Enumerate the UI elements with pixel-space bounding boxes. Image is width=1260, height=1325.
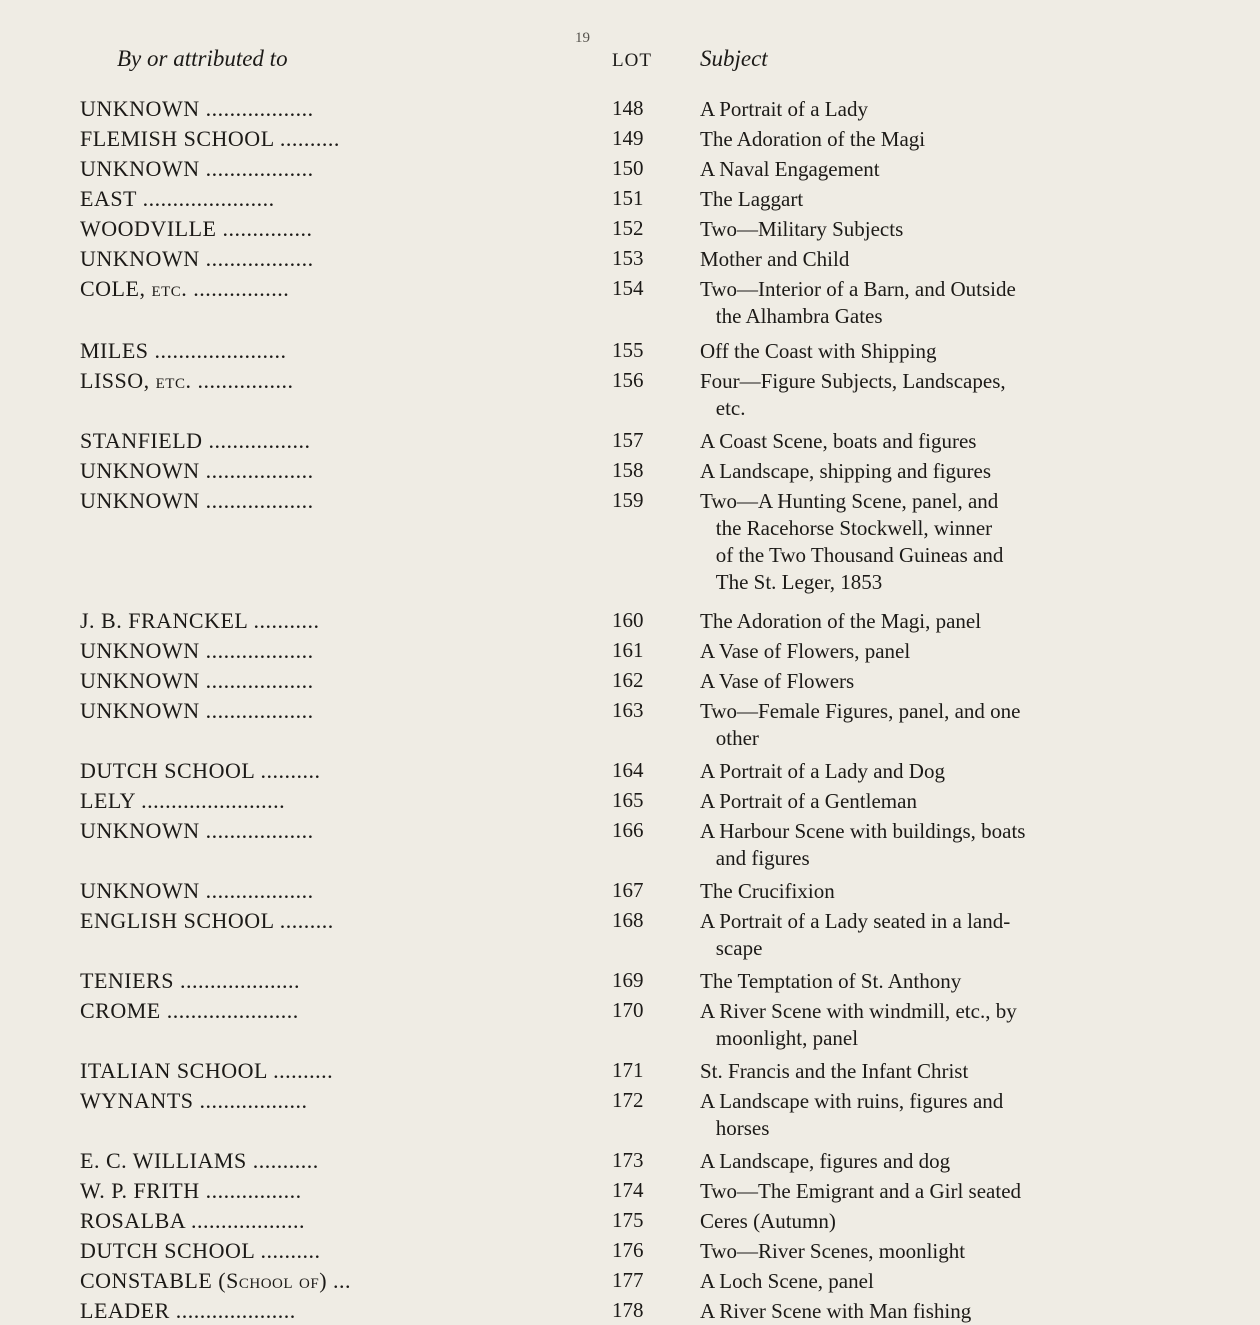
lot-number: 177 (612, 1268, 644, 1292)
subject-text: Two—River Scenes, moonlight (700, 1239, 966, 1263)
column-header-artist: By or attributed to (117, 46, 288, 71)
artist-name: UNKNOWN .................. (80, 668, 314, 693)
subject-text: A Harbour Scene with buildings, boats and figures (700, 819, 1026, 870)
column-header-subject: Subject (700, 46, 768, 71)
subject-text: A Landscape with ruins, figures and horses (700, 1089, 1004, 1140)
artist-name: ROSALBA ................... (80, 1208, 305, 1233)
page-number: 19 (575, 30, 590, 46)
artist-name: FLEMISH SCHOOL .......... (80, 126, 340, 151)
artist-name: UNKNOWN .................. (80, 698, 314, 723)
subject-text: A Portrait of a Lady seated in a land- scape (700, 909, 1011, 960)
lot-number: 168 (612, 908, 644, 932)
lot-number: 158 (612, 458, 644, 482)
lot-number: 156 (612, 368, 644, 392)
artist-name: CONSTABLE (School of) ... (80, 1268, 352, 1293)
lot-number: 155 (612, 338, 644, 362)
lot-number: 162 (612, 668, 644, 692)
lot-number: 150 (612, 156, 644, 180)
subject-text: A Vase of Flowers (700, 669, 855, 693)
artist-name: COLE, etc. ................ (80, 276, 290, 301)
lot-number: 152 (612, 216, 644, 240)
artist-name: WOODVILLE ............... (80, 216, 313, 241)
subject-text: A River Scene with windmill, etc., by moonlight, panel (700, 999, 1017, 1050)
artist-name: MILES ...................... (80, 338, 287, 363)
lot-number: 151 (612, 186, 644, 210)
subject-text: The Laggart (700, 187, 804, 211)
lot-number: 165 (612, 788, 644, 812)
lot-number: 149 (612, 126, 644, 150)
lot-number: 172 (612, 1088, 644, 1112)
artist-name: ENGLISH SCHOOL ......... (80, 908, 334, 933)
lot-number: 167 (612, 878, 644, 902)
lot-number: 171 (612, 1058, 644, 1082)
artist-name: W. P. FRITH ................ (80, 1178, 302, 1203)
artist-name: WYNANTS .................. (80, 1088, 308, 1113)
column-header-lot: LOT (612, 50, 652, 71)
artist-name: TENIERS .................... (80, 968, 300, 993)
artist-name: UNKNOWN .................. (80, 878, 314, 903)
subject-text: A Landscape, figures and dog (700, 1149, 951, 1173)
subject-text: A Portrait of a Gentleman (700, 789, 917, 813)
subject-text: The Temptation of St. Anthony (700, 969, 962, 993)
artist-name: J. B. FRANCKEL ........... (80, 608, 320, 633)
subject-text: St. Francis and the Infant Christ (700, 1059, 969, 1083)
artist-name: UNKNOWN .................. (80, 96, 314, 121)
artist-name: UNKNOWN .................. (80, 818, 314, 843)
lot-number: 160 (612, 608, 644, 632)
artist-name: STANFIELD ................. (80, 428, 311, 453)
subject-text: The Adoration of the Magi (700, 127, 926, 151)
lot-number: 153 (612, 246, 644, 270)
lot-number: 166 (612, 818, 644, 842)
artist-name: LEADER .................... (80, 1298, 296, 1323)
subject-text: The Adoration of the Magi, panel (700, 609, 982, 633)
lot-number: 175 (612, 1208, 644, 1232)
lot-number: 176 (612, 1238, 644, 1262)
artist-name: CROME ...................... (80, 998, 299, 1023)
lot-number: 163 (612, 698, 644, 722)
lot-number: 161 (612, 638, 644, 662)
subject-text: A Vase of Flowers, panel (700, 639, 911, 663)
artist-name: UNKNOWN .................. (80, 458, 314, 483)
artist-name: LISSO, etc. ................ (80, 368, 294, 393)
subject-text: A Loch Scene, panel (700, 1269, 874, 1293)
lot-number: 173 (612, 1148, 644, 1172)
artist-name: DUTCH SCHOOL .......... (80, 758, 321, 783)
subject-text: Two—The Emigrant and a Girl seated (700, 1179, 1022, 1203)
subject-text: A Naval Engagement (700, 157, 880, 181)
subject-text: A River Scene with Man fishing (700, 1299, 972, 1323)
artist-name: UNKNOWN .................. (80, 156, 314, 181)
lot-number: 157 (612, 428, 644, 452)
lot-number: 154 (612, 276, 644, 300)
lot-number: 169 (612, 968, 644, 992)
lot-number: 174 (612, 1178, 644, 1202)
lot-number: 178 (612, 1298, 644, 1322)
artist-name: E. C. WILLIAMS ........... (80, 1148, 319, 1173)
subject-text: A Portrait of a Lady (700, 97, 868, 121)
subject-text: Mother and Child (700, 247, 850, 271)
subject-text: Two—Interior of a Barn, and Outside the Alhambra Gates (700, 277, 1016, 328)
artist-name: DUTCH SCHOOL .......... (80, 1238, 321, 1263)
lot-number: 164 (612, 758, 644, 782)
artist-name: LELY ........................ (80, 788, 286, 813)
subject-text: Two—A Hunting Scene, panel, and the Racehorse Stockwell, winner of the Two Thousand Guineas and The St. Leger, 1853 (700, 489, 1004, 594)
artist-name: UNKNOWN .................. (80, 488, 314, 513)
subject-text: A Landscape, shipping and figures (700, 459, 992, 483)
subject-text: Two—Military Subjects (700, 217, 904, 241)
artist-name: UNKNOWN .................. (80, 638, 314, 663)
subject-text: A Portrait of a Lady and Dog (700, 759, 945, 783)
subject-text: The Crucifixion (700, 879, 835, 903)
subject-text: A Coast Scene, boats and figures (700, 429, 977, 453)
lot-number: 159 (612, 488, 644, 512)
artist-name: ITALIAN SCHOOL .......... (80, 1058, 334, 1083)
subject-text: Ceres (Autumn) (700, 1209, 836, 1233)
lot-number: 148 (612, 96, 644, 120)
subject-text: Four—Figure Subjects, Landscapes, etc. (700, 369, 1006, 420)
artist-name: UNKNOWN .................. (80, 246, 314, 271)
lot-number: 170 (612, 998, 644, 1022)
subject-text: Off the Coast with Shipping (700, 339, 937, 363)
subject-text: Two—Female Figures, panel, and one other (700, 699, 1021, 750)
artist-name: EAST ...................... (80, 186, 275, 211)
